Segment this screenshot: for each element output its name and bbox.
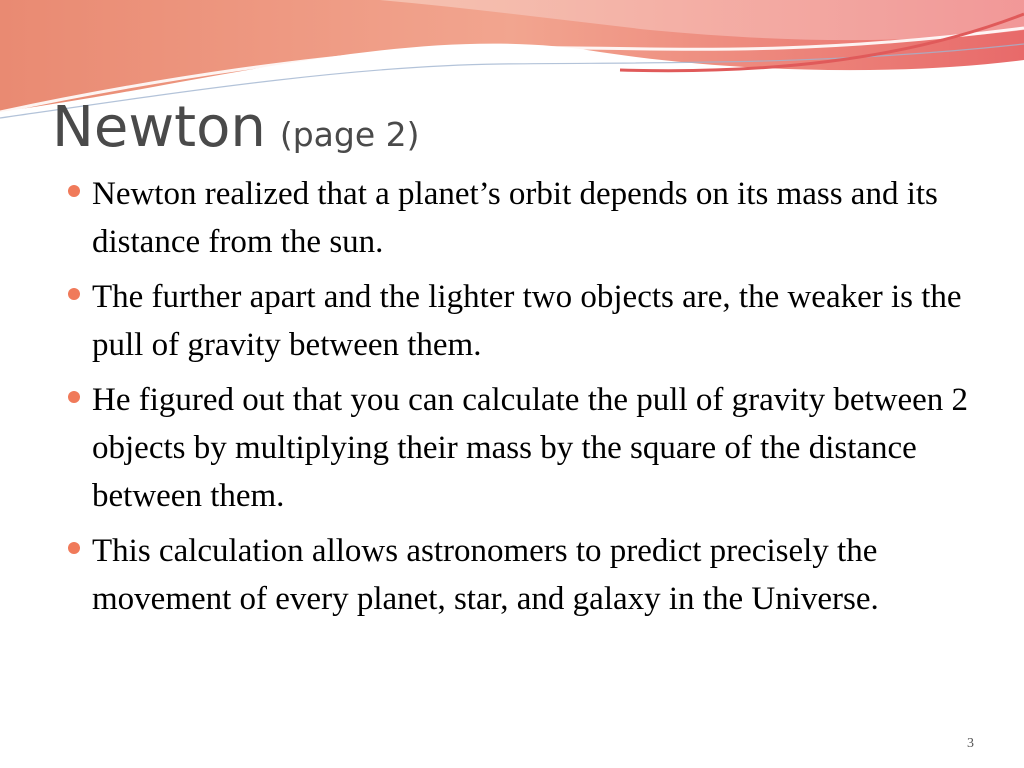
title-subtitle: (page 2) bbox=[279, 115, 420, 154]
slide-title bbox=[52, 95, 420, 160]
bullet-text: He figured out that you can calculate the pull of gravity between 2 objects by multiplying their mass by the square of the distance between them. bbox=[92, 382, 969, 514]
bullet-dot-icon bbox=[68, 288, 80, 300]
title-main: Newton bbox=[52, 95, 266, 160]
bullet-text: The further apart and the lighter two objects are, the weaker is the pull of gravity between them. bbox=[92, 279, 962, 363]
bullet-item bbox=[68, 527, 968, 623]
bullet-text: Newton realized that a planet’s orbit depends on its mass and its distance from the sun. bbox=[92, 176, 938, 260]
bullet-dot-icon bbox=[68, 391, 80, 403]
bullet-text: This calculation allows astronomers to predict precisely the movement of every planet, star, and galaxy in the Universe. bbox=[92, 533, 879, 617]
page-number: 3 bbox=[967, 736, 974, 751]
bullet-dot-icon bbox=[68, 542, 80, 554]
bullet-item bbox=[68, 376, 968, 520]
bullet-item bbox=[68, 170, 968, 266]
bullet-dot-icon bbox=[68, 185, 80, 197]
bullet-item bbox=[68, 273, 968, 369]
bullet-list bbox=[68, 170, 968, 630]
